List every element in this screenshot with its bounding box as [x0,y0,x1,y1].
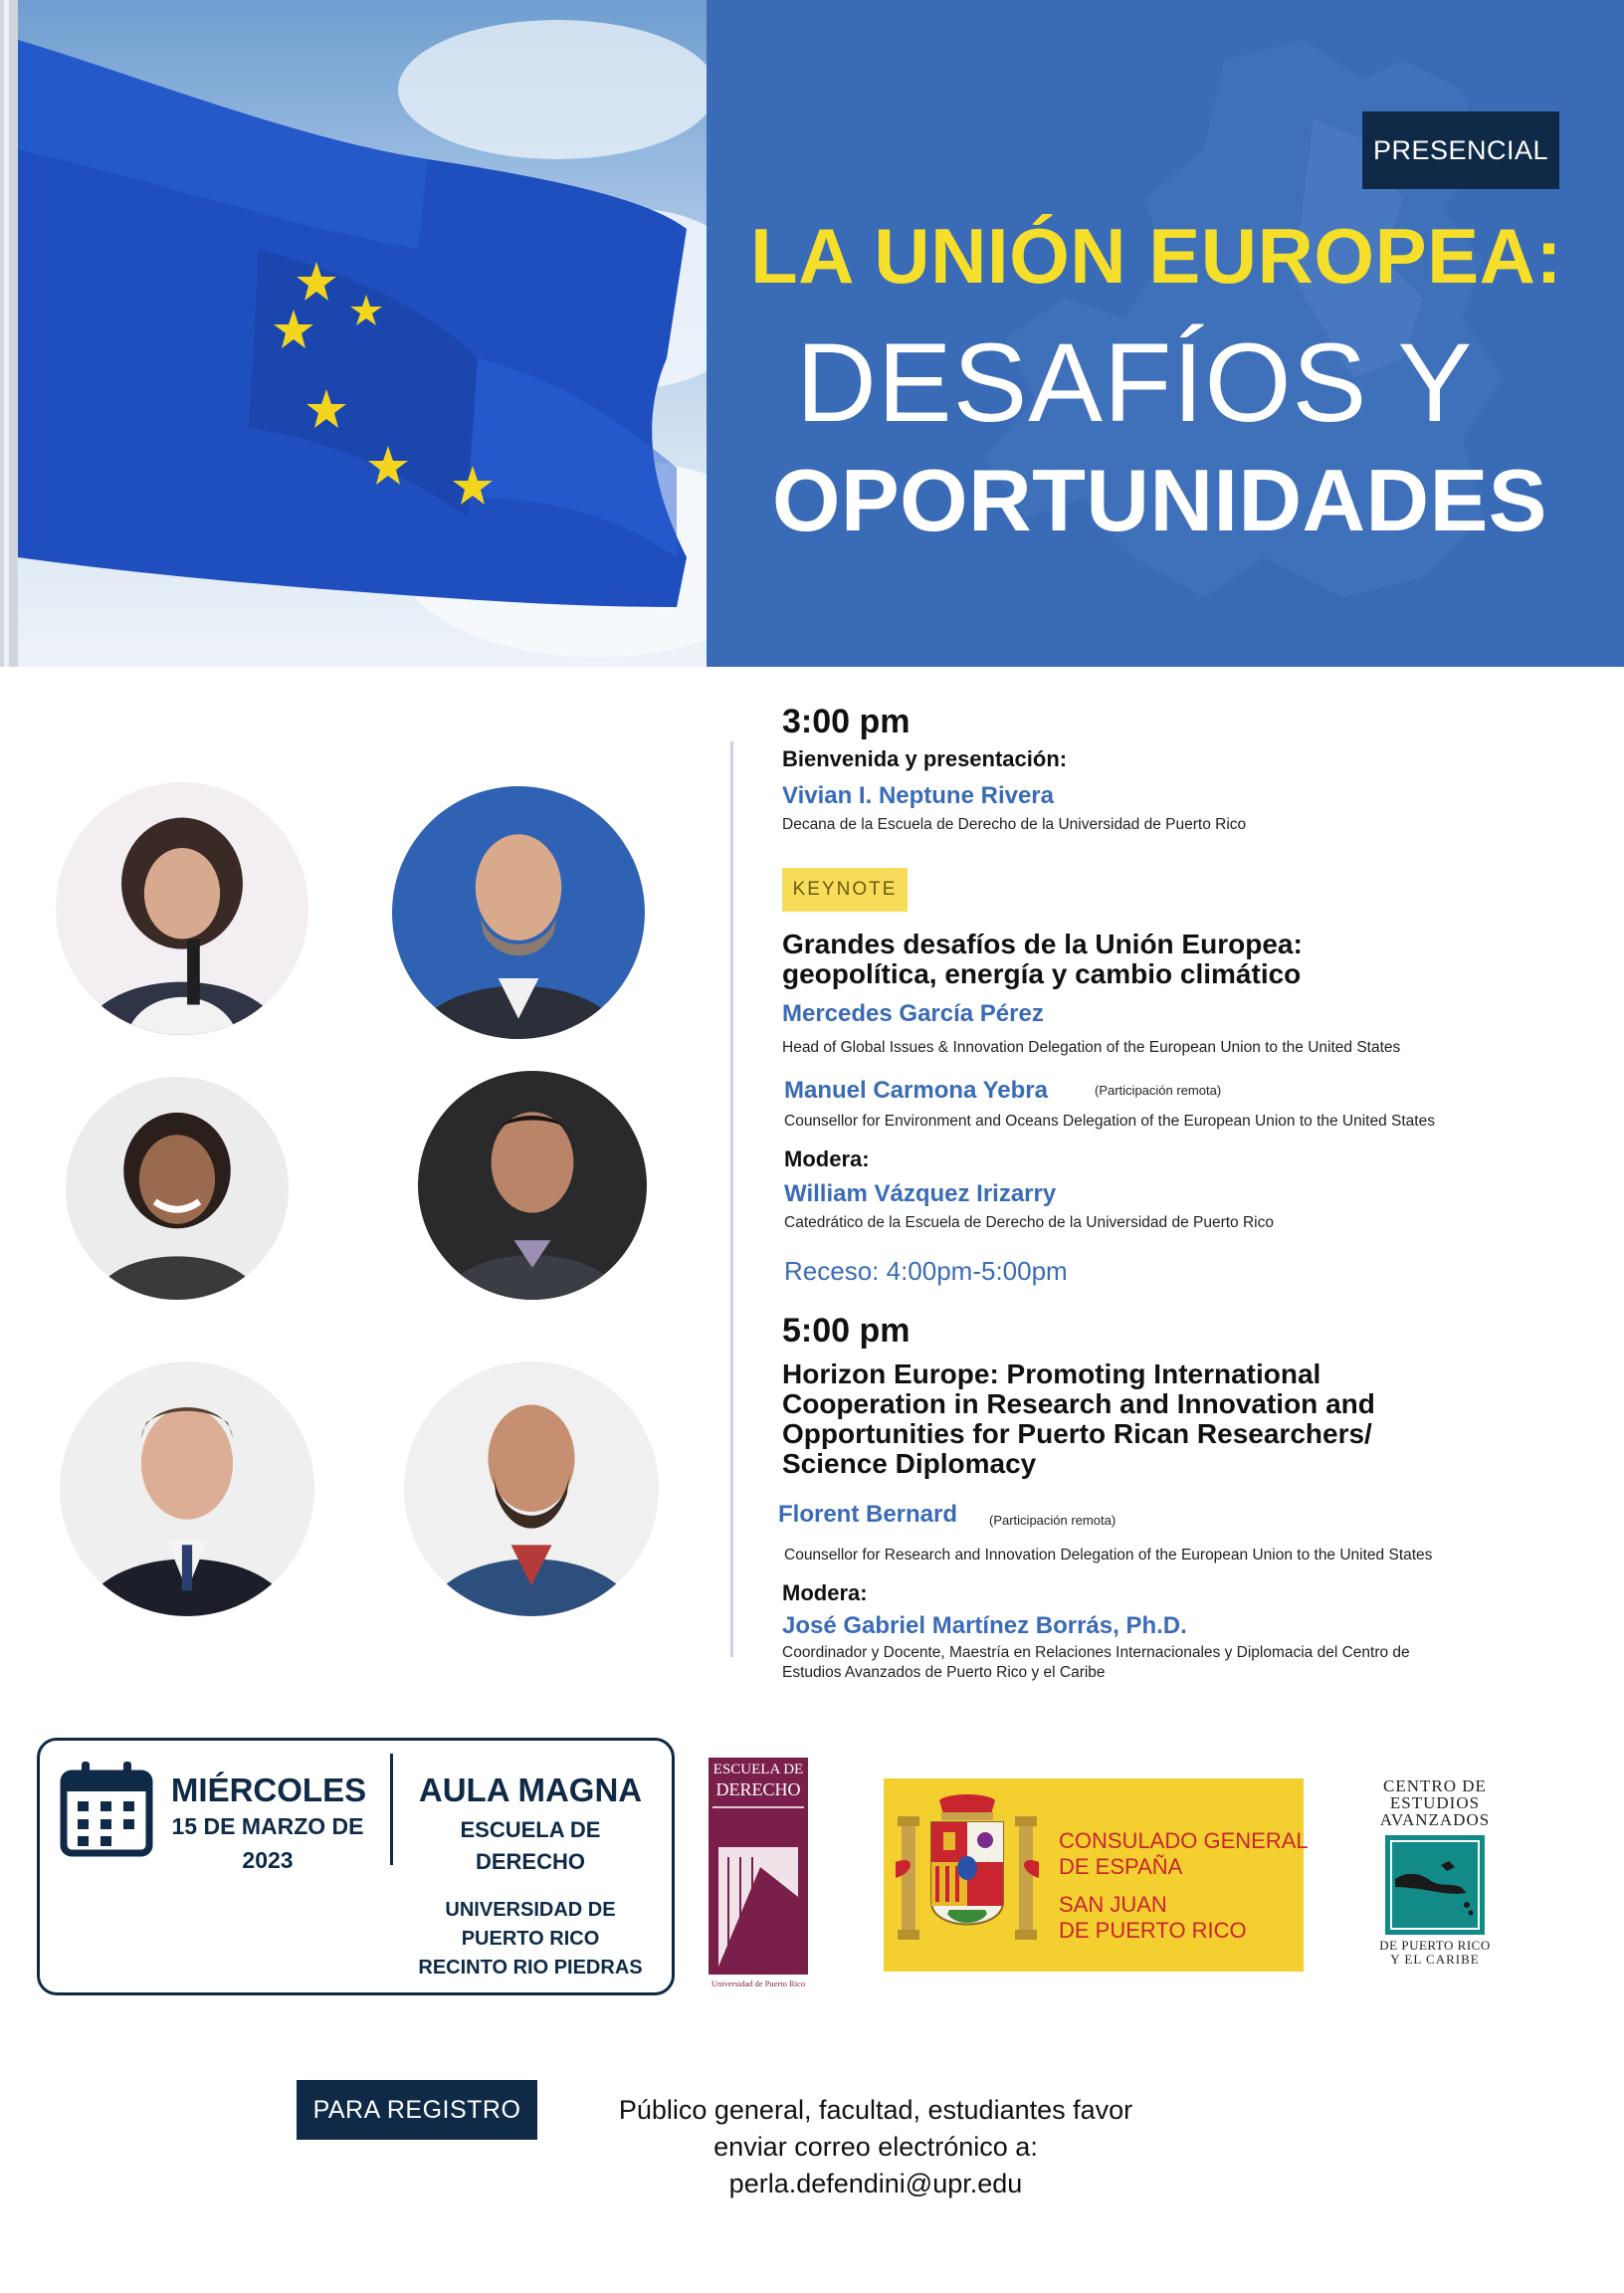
speaker-photo-3 [66,1077,289,1300]
event-date-line1: 15 DE MARZO DE [171,1813,364,1839]
derecho-logo-caption: Universidad de Puerto Rico [710,1979,806,1988]
registration-info [557,2092,1194,2202]
registration-email[interactable]: perla.defendini@upr.edu [728,2169,1023,2198]
speaker2-role: Counsellor for Environment and Oceans Delegation of the European Union to the United States [784,1113,1435,1130]
session1-moderator-name: William Vázquez Irizarry [784,1180,1057,1207]
event-school-line1: ESCUELA DE [460,1817,601,1842]
centro-line1: CENTRO DE [1383,1776,1487,1795]
consulado-line2: DE ESPAÑA [1059,1854,1183,1879]
event-univ-line1: UNIVERSIDAD DE [445,1899,616,1921]
derecho-logo-line1: ESCUELA DE [712,1762,804,1777]
session1-moderator-role: Catedrático de la Escuela de Derecho de la Universidad de Puerto Rico [784,1214,1274,1231]
program-divider [730,741,733,1657]
speaker1-role: Head of Global Issues & Innovation Delegation of the European Union to the United States [782,1039,1401,1056]
speaker-photo-4 [418,1071,647,1300]
session2-speaker-name: Florent Bernard [778,1501,958,1528]
consulado-line1: CONSULADO GENERAL [1059,1828,1309,1853]
title-line-1: LA UNIÓN EUROPEA: [750,212,1562,300]
speaker1-name: Mercedes García Pérez [782,1000,1044,1027]
event-day: MIÉRCOLES [170,1772,367,1808]
speaker2-name: Manuel Carmona Yebra [784,1077,1048,1104]
session2-moderator-label: Modera: [782,1580,868,1605]
speaker-photo-2 [392,786,645,1039]
info-divider [390,1754,393,1865]
keynote-badge: KEYNOTE [782,868,908,912]
welcome-speaker-name: Vivian I. Neptune Rivera [782,782,1054,809]
centro-line3: AVANZADOS [1379,1810,1491,1829]
speaker2-note: (Participación remota) [1095,1083,1222,1098]
presencial-badge: PRESENCIAL [1362,111,1559,189]
derecho-logo-line2: DERECHO [715,1779,801,1799]
consulado-line4: DE PUERTO RICO [1059,1918,1247,1943]
welcome-label: Bienvenida y presentación: [782,746,1068,771]
session2-time: 5:00 pm [782,1312,911,1350]
event-date-line2: 2023 [242,1847,294,1873]
consulado-espana-logo [884,1778,1309,1972]
session1-moderator-label: Modera: [784,1146,870,1171]
session1-talk-title: Grandes desafíos de la Unión Europea: geopolítica, energía y cambio climático [782,929,1303,989]
registration-line1: Público general, facultad, estudiantes favor [618,2095,1133,2125]
session2-moderator-name: José Gabriel Martínez Borrás, Ph.D. [782,1612,1187,1639]
event-school-line2: DERECHO [475,1849,585,1874]
caribbean-map-icon [1385,1835,1485,1935]
session2-talk-title: Horizon Europe: Promoting International Cooperation in Research and Innovation and Opportunities for Puerto Rican Researchers/ Science Diplomacy [782,1358,1375,1479]
speaker-photo-5 [60,1361,314,1616]
calendar-icon [60,1760,153,1857]
speaker-photo-1 [56,782,308,1035]
session2-speaker-note: (Participación remota) [989,1513,1116,1528]
eu-flag-photo [0,0,707,667]
session1-time: 3:00 pm [782,703,911,740]
centro-line5: Y EL CARIBE [1390,1952,1480,1967]
centro-line2: ESTUDIOS [1389,1793,1481,1812]
registration-line2: enviar correo electrónico a: [713,2132,1038,2162]
session2-moderator-role-1: Coordinador y Docente, Maestría en Relaciones Internacionales y Diplomacia del Centro de [782,1644,1410,1661]
title-line-3: OPORTUNIDADES [772,451,1547,549]
event-univ-line3: RECINTO RIO PIEDRAS [418,1957,643,1979]
escuela-derecho-logo [709,1758,808,1992]
welcome-speaker-role: Decana de la Escuela de Derecho de la Universidad de Puerto Rico [782,816,1247,833]
event-univ-line2: PUERTO RICO [461,1928,600,1950]
centro-estudios-avanzados-logo [1369,1777,1501,1967]
session2-moderator-role-2: Estudios Avanzados de Puerto Rico y el Caribe [782,1664,1106,1681]
para-registro-button[interactable]: PARA REGISTRO [297,2080,537,2140]
consulado-line3: SAN JUAN [1059,1892,1167,1917]
event-venue: AULA MAGNA [418,1772,643,1808]
centro-line4: DE PUERTO RICO [1379,1938,1491,1953]
spain-coat-of-arms-icon [896,1792,1039,1958]
title-line-2: DESAFÍOS Y [796,320,1474,445]
break-time: Receso: 4:00pm-5:00pm [784,1256,1068,1286]
speaker-photo-6 [404,1361,659,1616]
session2-speaker-role: Counsellor for Research and Innovation Delegation of the European Union to the United States [784,1547,1433,1563]
